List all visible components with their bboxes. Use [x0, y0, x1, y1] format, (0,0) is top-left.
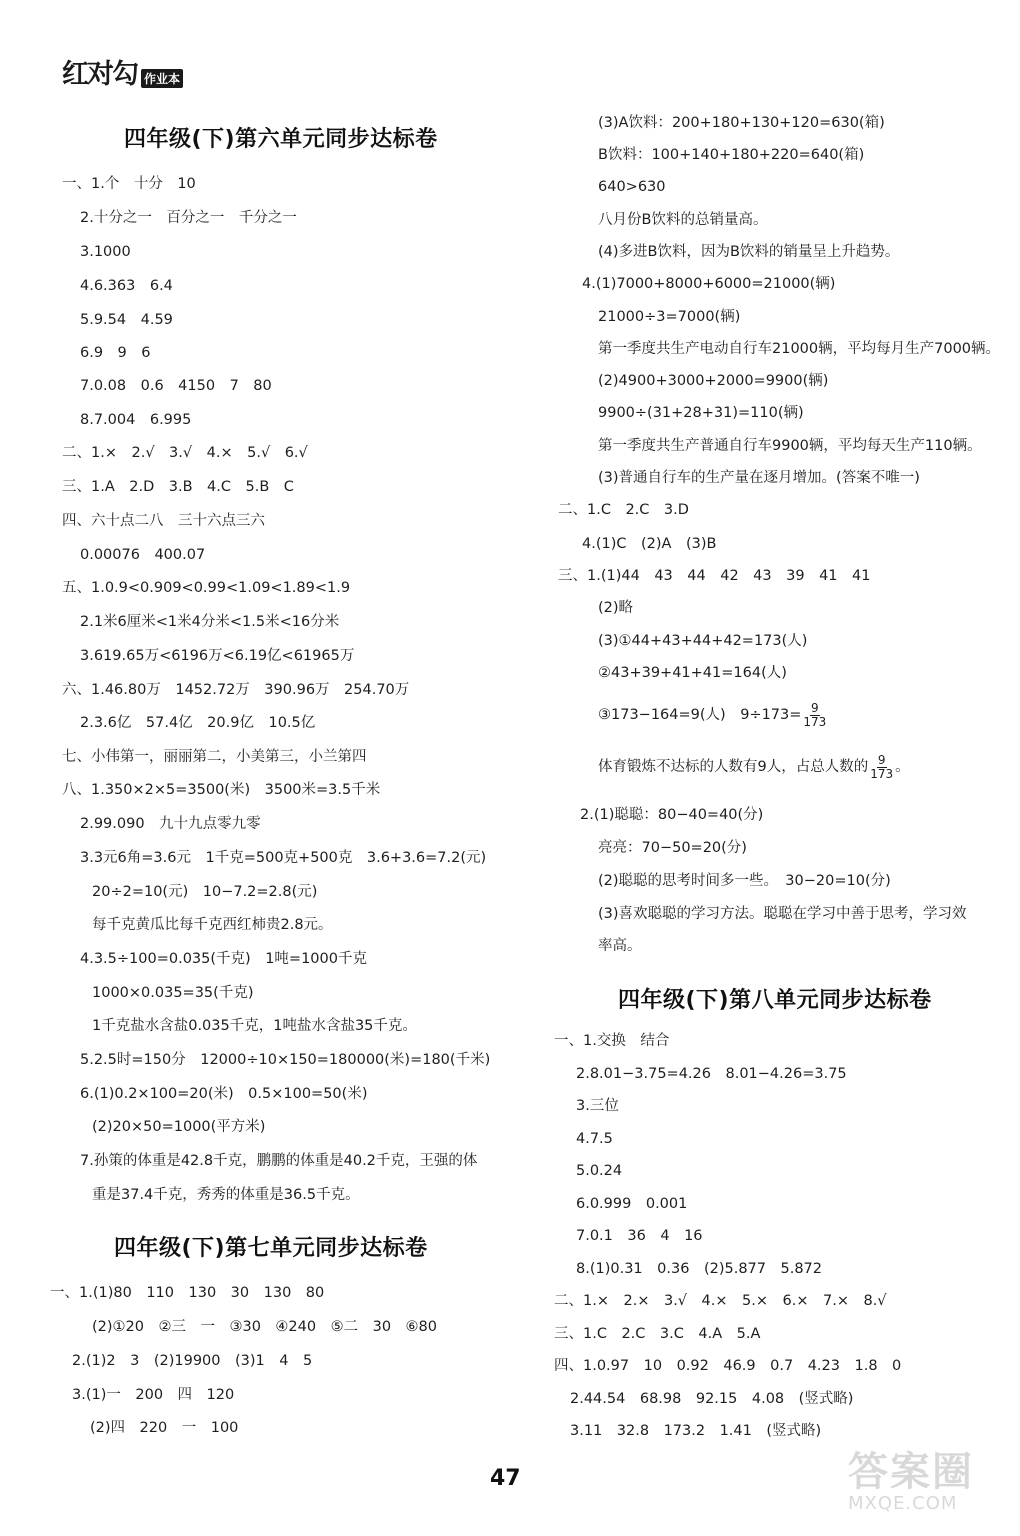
watermark	[848, 1440, 1008, 1528]
answer-line: 6.0.999 0.001	[576, 1196, 688, 1212]
answer-line: ②43+39+41+41=164(人)	[598, 665, 787, 681]
logo-text: 红对勾	[62, 59, 137, 90]
answer-line: 2.十分之一 百分之一 千分之一	[80, 210, 297, 226]
unit6-title: 四年级(下)第六单元同步达标卷	[124, 127, 438, 152]
answer-line: 0.00076 400.07	[80, 547, 206, 563]
answer-line: 二、1.× 2.√ 3.√ 4.× 5.√ 6.√	[62, 445, 308, 461]
answer-line: 三、1.(1)44 43 44 42 43 39 41 41	[558, 568, 871, 584]
fraction-numerator: 9	[811, 700, 819, 715]
answer-line: 一、1.交换 结合	[554, 1033, 670, 1049]
answer-line: 1千克盐水含盐0.035千克，1吨盐水含盐35千克。	[92, 1018, 417, 1034]
answer-line: 21000÷3=7000(辆)	[598, 309, 741, 325]
answer-line: 6.(1)0.2×100=20(米) 0.5×100=50(米)	[80, 1086, 368, 1102]
unit8-title: 四年级(下)第八单元同步达标卷	[618, 988, 932, 1013]
answer-line: 三、1.C 2.C 3.C 4.A 5.A	[554, 1326, 761, 1342]
answer-line: 640>630	[598, 179, 666, 195]
page-number: 47	[490, 1466, 521, 1491]
answer-line: 4.(1)7000+8000+6000=21000(辆)	[582, 276, 836, 292]
answer-line: 五、1.0.9<0.909<0.99<1.09<1.89<1.9	[62, 580, 351, 596]
answer-line: 9900÷(31+28+31)=110(辆)	[598, 405, 804, 421]
answer-line: 2.3.6亿 57.4亿 20.9亿 10.5亿	[80, 715, 316, 731]
answer-line: 4.3.5÷100=0.035(千克) 1吨=1000千克	[80, 951, 367, 967]
answer-line: 2.(1)2 3 (2)19900 (3)1 4 5	[72, 1353, 313, 1369]
fraction-line-tail: 。	[895, 759, 910, 775]
answer-line: 5.9.54 4.59	[80, 312, 173, 328]
fraction-line-text: ③173−164=9(人) 9÷173=	[598, 707, 802, 723]
answer-line: 3.619.65万<6196万<6.19亿<61965万	[80, 648, 355, 664]
fraction-numerator: 9	[877, 752, 886, 767]
answer-line: 每千克黄瓜比每千克西红柿贵2.8元。	[92, 917, 333, 933]
fraction	[870, 754, 893, 781]
answer-line: B饮料：100+140+180+220=640(箱)	[598, 147, 865, 163]
answer-line: (3)A饮料：200+180+130+120=630(箱)	[598, 115, 885, 131]
watermark-url: MXQE.COM	[848, 1493, 958, 1514]
answer-line: 3.11 32.8 173.2 1.41 (竖式略)	[570, 1423, 822, 1439]
fraction-answer-line	[598, 700, 828, 730]
answer-line: 四、1.0.97 10 0.92 46.9 0.7 4.23 1.8 0	[554, 1358, 902, 1374]
answer-line: 七、小伟第一，丽丽第二，小美第三，小兰第四	[62, 749, 367, 765]
answer-line: 2.8.01−3.75=4.26 8.01−4.26=3.75	[576, 1066, 847, 1082]
answer-line: (2)聪聪的思考时间多一些。 30−20=10(分)	[598, 873, 891, 889]
answer-line: 重是37.4千克，秀秀的体重是36.5千克。	[92, 1187, 360, 1203]
answer-line: 八、1.350×2×5=3500(米) 3500米=3.5千米	[62, 782, 381, 798]
answer-line: 三、1.A 2.D 3.B 4.C 5.B C	[62, 479, 294, 495]
answer-line: 六、1.46.80万 1452.72万 390.96万 254.70万	[62, 682, 410, 698]
answer-line: 第一季度共生产普通自行车9900辆，平均每天生产110辆。	[598, 438, 982, 454]
answer-line: 5.0.24	[576, 1163, 623, 1179]
answer-line: 3.3元6角=3.6元 1千克=500克+500克 3.6+3.6=7.2(元)	[80, 850, 487, 866]
answer-line: 4.6.363 6.4	[80, 278, 173, 294]
answer-line: (3)喜欢聪聪的学习方法。聪聪在学习中善于思考，学习效	[598, 906, 967, 922]
answer-line: 20÷2=10(元) 10−7.2=2.8(元)	[92, 884, 318, 900]
answer-line: 3.1000	[80, 244, 131, 260]
answer-line: 4.7.5	[576, 1131, 613, 1147]
answer-line: 7.0.1 36 4 16	[576, 1228, 703, 1244]
logo-subtext: 作业本	[141, 69, 183, 88]
answer-line: 8.(1)0.31 0.36 (2)5.877 5.872	[576, 1261, 823, 1277]
answer-line: (2)20×50=1000(平方米)	[92, 1119, 266, 1135]
answer-line: 亮亮：70−50=20(分)	[598, 840, 747, 856]
answer-line: 四、六十点二八 三十六点三六	[62, 513, 265, 529]
answer-line: 第一季度共生产电动自行车21000辆，平均每月生产7000辆。	[598, 341, 1001, 357]
answer-line: (3)①44+43+44+42=173(人)	[598, 633, 808, 649]
answer-line: 八月份B饮料的总销量高。	[598, 212, 768, 228]
answer-line: 6.9 9 6	[80, 345, 151, 361]
answer-line: (2)略	[598, 600, 634, 616]
fraction	[803, 702, 826, 729]
watermark-text: 答案圈	[848, 1449, 974, 1495]
answer-line: 2.99.090 九十九点零九零	[80, 816, 261, 832]
unit7-title: 四年级(下)第七单元同步达标卷	[114, 1236, 428, 1261]
answer-line: 2.(1)聪聪：80−40=40(分)	[580, 807, 764, 823]
answer-line: 二、1.× 2.× 3.√ 4.× 5.× 6.× 7.× 8.√	[554, 1293, 887, 1309]
fraction-line-text: 体育锻炼不达标的人数有9人，占总人数的	[598, 759, 869, 775]
answer-line: 1000×0.035=35(千克)	[92, 985, 254, 1001]
answer-line: 2.44.54 68.98 92.15 4.08 (竖式略)	[570, 1391, 854, 1407]
answer-line: 7.孙策的体重是42.8千克，鹏鹏的体重是40.2千克，王强的体	[80, 1153, 478, 1169]
answer-line: 8.7.004 6.995	[80, 412, 192, 428]
answer-line: 7.0.08 0.6 4150 7 80	[80, 378, 272, 394]
answer-line: (2)四 220 一 100	[90, 1420, 239, 1436]
answer-line: (2)4900+3000+2000=9900(辆)	[598, 373, 829, 389]
publisher-logo	[62, 52, 183, 91]
answer-line: 3.(1)一 200 四 120	[72, 1387, 235, 1403]
answer-line: 二、1.C 2.C 3.D	[558, 502, 689, 518]
fraction-answer-line	[598, 752, 910, 782]
fraction-denominator: 173	[803, 714, 827, 729]
answer-line: (4)多进B饮料，因为B饮料的销量呈上升趋势。	[598, 244, 900, 260]
answer-line: 一、1.(1)80 110 130 30 130 80	[50, 1285, 325, 1301]
answer-line: 2.1米6厘米<1米4分米<1.5米<16分米	[80, 614, 340, 630]
answer-line: 3.三位	[576, 1098, 619, 1114]
answer-line: 4.(1)C (2)A (3)B	[582, 536, 717, 552]
answer-line: 一、1.个 十分 10	[62, 176, 196, 192]
answer-line: 5.2.5时=150分 12000÷10×150=180000(米)=180(千米)	[80, 1052, 491, 1068]
answer-line: (3)普通自行车的生产量在逐月增加。(答案不唯一)	[598, 470, 920, 486]
answer-line: 率高。	[598, 938, 642, 954]
fraction-denominator: 173	[870, 766, 894, 781]
answer-line: (2)①20 ②三 一 ③30 ④240 ⑤二 30 ⑥80	[92, 1319, 438, 1335]
